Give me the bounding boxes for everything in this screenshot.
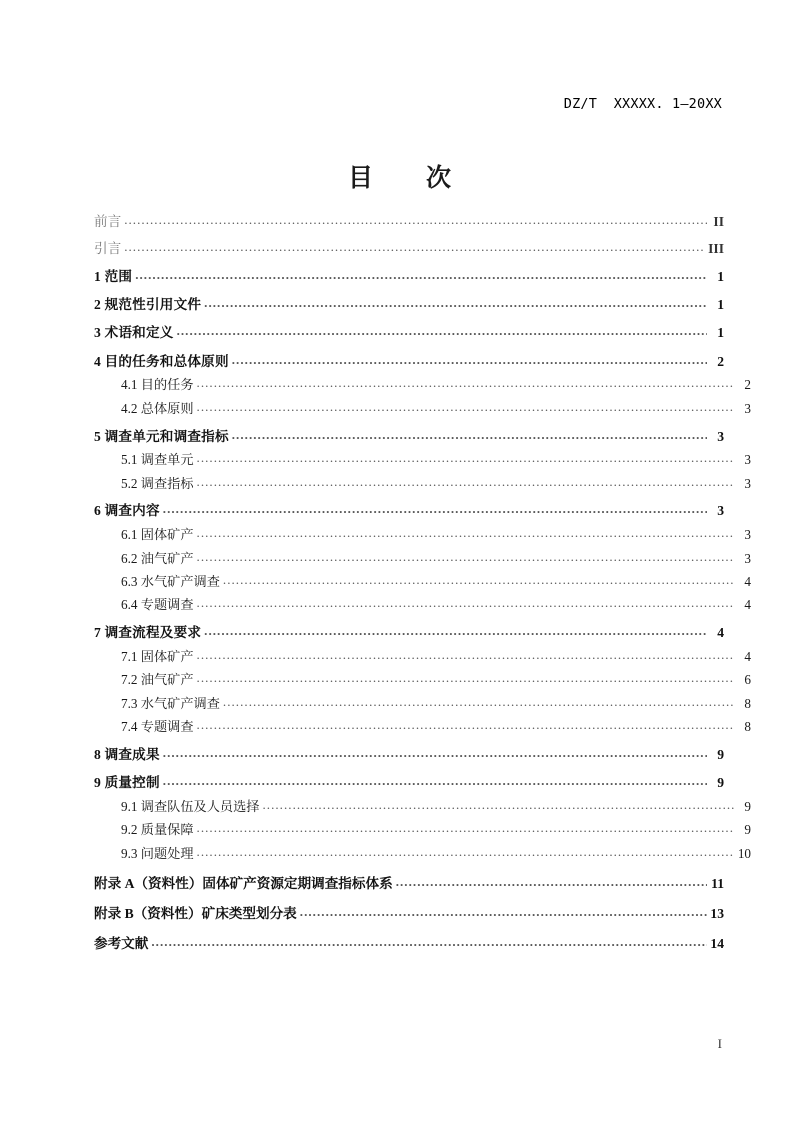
toc-entry-page-number: 3 [717, 428, 724, 444]
toc-entry-label: 9.1 调查队伍及人员选择 [121, 798, 260, 814]
toc-entry-page-number: 13 [710, 905, 724, 921]
toc-entry-label: 4.1 目的任务 [121, 377, 194, 393]
toc-entry[interactable] [94, 596, 751, 611]
toc-entry[interactable] [94, 718, 751, 733]
toc-leader-dots [232, 352, 707, 366]
toc-leader-dots [223, 573, 734, 586]
toc-entry-page-number: 3 [717, 503, 724, 519]
toc-entry[interactable] [94, 526, 751, 541]
toc-entry-label: 附录 B（资料性）矿床类型划分表 [94, 905, 297, 921]
toc-leader-dots [163, 502, 707, 516]
toc-entry-page-number: 6 [744, 672, 751, 688]
toc-leader-dots [135, 267, 707, 281]
page-title: 目 次 [347, 164, 452, 192]
toc-entry-page-number: 2 [717, 353, 724, 369]
toc-entry-label: 6.1 固体矿产 [121, 527, 194, 543]
toc-leader-dots [197, 526, 734, 539]
toc-entry[interactable] [94, 624, 724, 640]
toc-entry-label: 7.2 油气矿产 [121, 672, 194, 688]
toc-entry[interactable] [94, 239, 724, 255]
toc-entry-page-number: 2 [744, 377, 751, 393]
toc-entry-label: 9 质量控制 [94, 775, 160, 791]
toc-entry[interactable] [94, 212, 724, 228]
toc-entry-page-number: 10 [737, 845, 751, 861]
toc-entry-label: 5.2 调查指标 [121, 475, 194, 491]
toc-entry-label: 8 调查成果 [94, 746, 160, 762]
toc-leader-dots [197, 474, 734, 487]
toc-entry-page-number: 8 [744, 719, 751, 735]
toc-entry-label: 6.3 水气矿产调查 [121, 574, 220, 590]
toc-entry[interactable] [94, 502, 724, 518]
toc-entry-page-number: 3 [744, 550, 751, 566]
toc-entry-label: 3 术语和定义 [94, 325, 174, 341]
toc-entry[interactable] [94, 296, 724, 312]
toc-entry[interactable] [94, 376, 751, 391]
toc-entry[interactable] [94, 798, 751, 813]
toc-leader-dots [197, 671, 734, 684]
toc-entry-label: 6.2 油气矿产 [121, 550, 194, 566]
toc-entry-page-number: 11 [711, 875, 724, 891]
toc-entry[interactable] [94, 267, 724, 283]
toc-leader-dots [177, 324, 707, 338]
toc-leader-dots [232, 427, 707, 441]
toc-entry-label: 1 范围 [94, 268, 133, 284]
toc-entry[interactable] [94, 573, 751, 588]
toc-entry-page-number: 4 [717, 625, 724, 641]
toc-leader-dots [124, 212, 707, 226]
toc-entry[interactable] [94, 904, 724, 920]
toc-leader-dots [151, 934, 707, 948]
toc-entry[interactable] [94, 400, 751, 415]
toc-entry-page-number: 3 [744, 400, 751, 416]
toc-leader-dots [163, 745, 707, 759]
toc-entry-label: 4.2 总体原则 [121, 400, 194, 416]
toc-entry-page-number: 3 [744, 452, 751, 468]
footer-page-number: I [717, 1036, 722, 1051]
toc-entry-label: 7.4 专题调查 [121, 719, 194, 735]
toc-leader-dots [124, 239, 705, 253]
toc-entry-page-number: 9 [744, 798, 751, 814]
toc-entry-label: 5 调查单元和调查指标 [94, 428, 229, 444]
toc-leader-dots [262, 798, 734, 811]
toc-leader-dots [300, 904, 707, 918]
toc-entry-page-number: 1 [717, 268, 724, 284]
toc-entry-label: 7.1 固体矿产 [121, 649, 194, 664]
toc-entry[interactable] [94, 874, 724, 890]
toc-entry-label: 引言 [94, 240, 122, 256]
toc-entry-label: 9.2 质量保障 [121, 822, 194, 838]
toc-leader-dots [163, 774, 707, 788]
toc-entry-label: 7.3 水气矿产调查 [121, 695, 220, 711]
toc-entry-label: 6 调查内容 [94, 503, 160, 519]
toc-entry-page-number: III [708, 240, 724, 256]
toc-entry-page-number: 9 [717, 746, 724, 762]
toc-leader-dots [197, 451, 734, 464]
toc-leader-dots [197, 376, 734, 389]
toc-entry-label: 前言 [94, 213, 122, 229]
toc-leader-dots [197, 549, 734, 562]
toc-entry[interactable] [94, 474, 751, 489]
running-header-standard-number: DZ/T XXXXX. 1—20XX [563, 96, 722, 112]
toc-leader-dots [197, 596, 734, 609]
toc-entry-page-number: 3 [744, 527, 751, 543]
toc-entry[interactable] [94, 324, 724, 340]
toc-entry-label: 7 调查流程及要求 [94, 625, 202, 641]
toc-entry[interactable] [94, 774, 724, 790]
toc-entry[interactable] [94, 451, 751, 466]
toc-leader-dots [396, 874, 707, 888]
toc-entry-page-number: 4 [744, 597, 751, 613]
toc-entry-page-number: 4 [744, 649, 751, 664]
toc-entry-label: 附录 A（资料性）固体矿产资源定期调查指标体系 [94, 875, 393, 891]
toc-leader-dots [223, 695, 734, 708]
toc-entry-page-number: 4 [744, 574, 751, 590]
toc-leader-dots [204, 624, 707, 638]
toc-entry-label: 5.1 调查单元 [121, 452, 194, 468]
toc-entry[interactable] [94, 352, 724, 368]
toc-entry-label: 2 规范性引用文件 [94, 297, 202, 313]
toc-leader-dots [197, 821, 734, 834]
toc-entry-label: 4 目的任务和总体原则 [94, 353, 229, 369]
toc-entry[interactable] [94, 695, 751, 710]
table-of-contents [94, 212, 751, 951]
toc-leader-dots [197, 718, 734, 731]
toc-entry-page-number: 14 [710, 935, 724, 951]
toc-entry-page-number: 1 [717, 325, 724, 341]
toc-leader-dots [197, 648, 734, 661]
toc-entry-page-number: II [713, 213, 724, 229]
toc-entry[interactable] [94, 648, 751, 663]
toc-entry-label: 9.3 问题处理 [121, 845, 194, 861]
toc-entry[interactable] [94, 549, 751, 564]
toc-entry-label: 6.4 专题调查 [121, 597, 194, 613]
toc-entry[interactable] [94, 745, 724, 761]
toc-entry-page-number: 9 [744, 822, 751, 838]
toc-entry[interactable] [94, 934, 724, 950]
toc-entry[interactable] [94, 845, 751, 860]
toc-entry-page-number: 1 [717, 297, 724, 313]
toc-entry-page-number: 8 [744, 695, 751, 711]
toc-entry[interactable] [94, 427, 724, 443]
toc-leader-dots [197, 845, 734, 858]
toc-leader-dots [204, 296, 707, 310]
toc-entry-page-number: 9 [717, 775, 724, 791]
toc-entry[interactable] [94, 671, 751, 686]
toc-entry[interactable] [94, 821, 751, 836]
toc-entry-label: 参考文献 [94, 935, 149, 951]
toc-leader-dots [197, 400, 734, 413]
toc-entry-page-number: 3 [744, 475, 751, 491]
